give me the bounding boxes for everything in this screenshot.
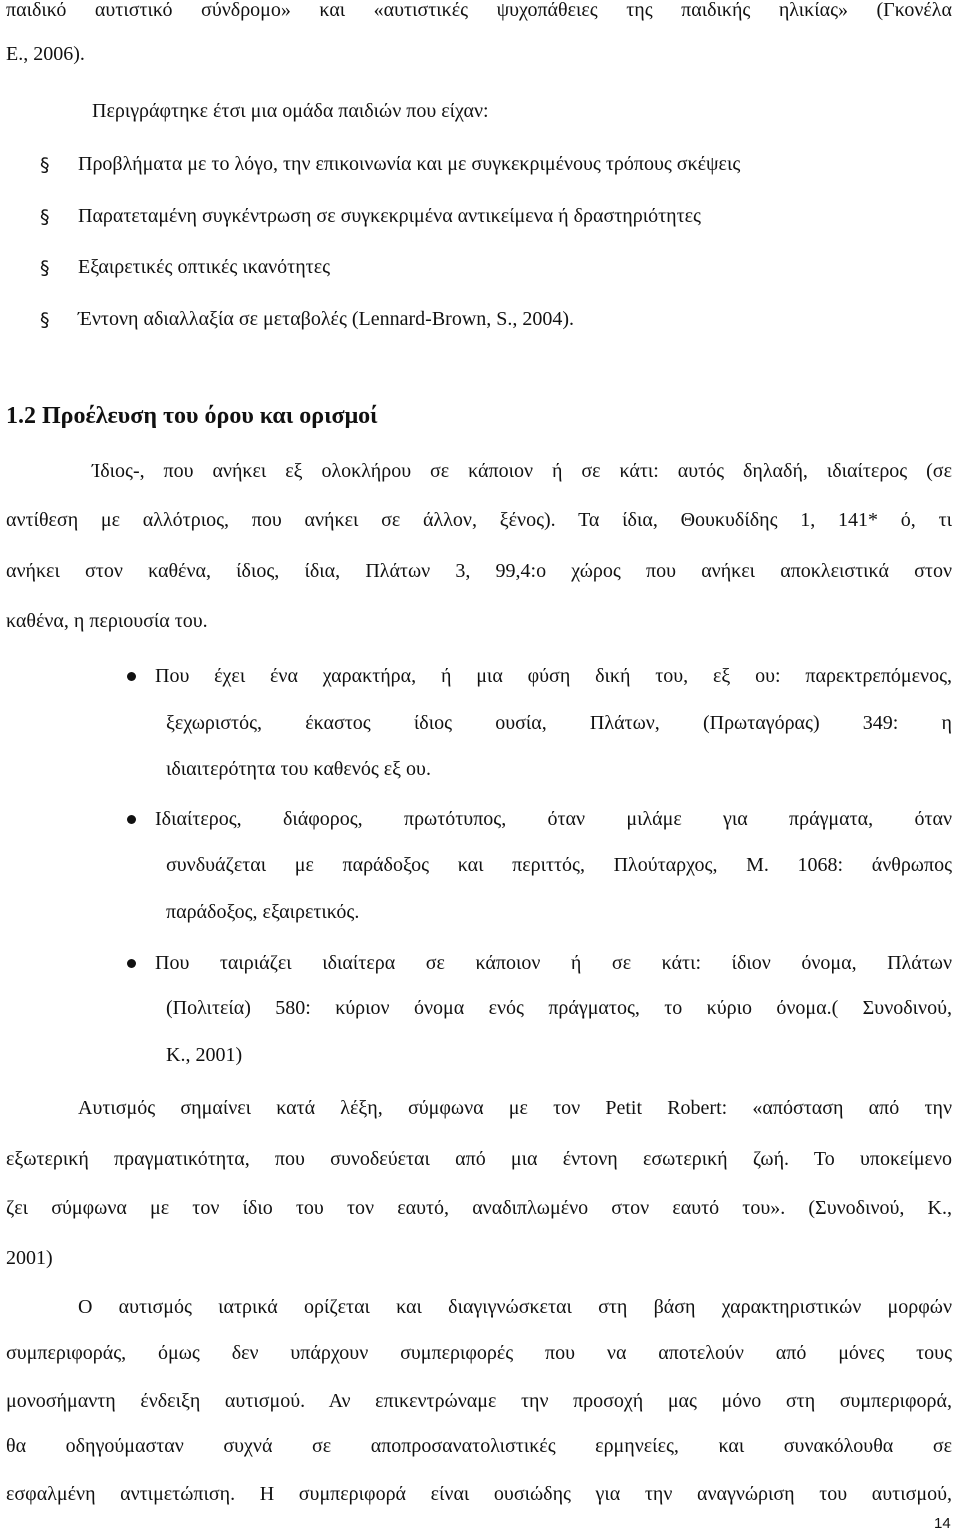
paragraph-line: αντίθεση με αλλότριος, που ανήκει σε άλλον, ξένος). Τα ίδια, Θουκυδίδης 1, 141* ό, τι [6,509,952,531]
meaning-line: (Πολιτεία) 580: κύριον όνομα ενός πράγματος, το κύριο όνομα.( Συνοδινού, [166,997,952,1019]
paragraph-line: Ο αυτισμός ιατρικά ορίζεται και διαγιγνώσκεται στη βάση χαρακτηριστικών μορφών [78,1296,952,1318]
meaning-line: ξεχωριστός, έκαστος ίδιος ουσία, Πλάτων, (Πρωταγόρας) 349: η [166,712,952,734]
paragraph-line: καθένα, η περιουσία του. [6,610,208,632]
paragraph-line: μονοσήμαντη ένδειξη αυτισμού. Αν επικεντρώναμε την προσοχή μας μόνο στη συμπεριφορά, [6,1390,952,1412]
paragraph-line: 2001) [6,1247,53,1269]
meaning-line: Που έχει ένα χαρακτήρα, ή μια φύση δική του, εξ ου: παρεκτρεπόμενος, [155,665,952,687]
symptom-item: Έντονη αδιαλλαξία σε μεταβολές (Lennard-Brown, S., 2004). [78,308,575,330]
intro-line-1: παιδικό αυτιστικό σύνδρομο» και «αυτιστικές ψυχοπάθειες της παιδικής ηλικίας» (Γκονέλα [6,0,952,21]
meaning-line: Ιδιαίτερος, διάφορος, πρωτότυπος, όταν μιλάμε για πράγματα, όταν [155,808,952,830]
meaning-line: Που ταιριάζει ιδιαίτερα σε κάποιον ή σε κάτι: ίδιον όνομα, Πλάτων [155,952,952,974]
paragraph-line: Ίδιος-, που ανήκει εξ ολοκλήρου σε κάποιον ή σε κάτι: αυτός δηλαδή, ιδιαίτερος (σε [92,460,952,482]
page-number: 14 [934,1515,951,1532]
symptom-item: Εξαιρετικές οπτικές ικανότητες [78,256,331,278]
meaning-line: παράδοξος, εξαιρετικός. [166,901,360,923]
section-marker-icon: § [40,154,50,176]
bullet-icon [127,672,136,681]
symptom-item: Προβλήματα με το λόγο, την επικοινωνία και με συγκεκριμένους τρόπους σκέψεις [78,153,741,175]
paragraph-line: θα οδηγούμασταν συχνά σε αποπροσανατολιστικές ερμηνείες, και συνακόλουθα σε [6,1435,952,1457]
meaning-line: συνδυάζεται με παράδοξος και περιττός, Πλούταρχος, Μ. 1068: άνθρωπος [166,854,952,876]
intro-line-2: Ε., 2006). [6,43,85,65]
meaning-line: Κ., 2001) [166,1044,243,1066]
section-marker-icon: § [40,257,50,279]
symptom-item: Παρατεταμένη συγκέντρωση σε συγκεκριμένα αντικείμενα ή δραστηριότητες [78,205,701,227]
paragraph-line: εσφαλμένη αντιμετώπιση. Η συμπεριφορά είναι ουσιώδης για την αναγνώριση του αυτισμού, [6,1483,952,1505]
section-marker-icon: § [40,206,50,228]
paragraph-line: συμπεριφοράς, όμως δεν υπάρχουν συμπεριφορές που να αποτελούν από μόνες τους [6,1342,952,1364]
paragraph-line: εξωτερική πραγματικότητα, που συνοδεύεται από μια έντονη εσωτερική ζωή. Το υποκείμενο [6,1148,952,1170]
section-marker-icon: § [40,309,50,331]
meaning-line: ιδιαιτερότητα του καθενός εξ ου. [166,758,431,780]
section-heading: 1.2 Προέλευση του όρου και ορισμοί [6,403,378,429]
bullet-icon [127,959,136,968]
description-intro: Περιγράφτηκε έτσι μια ομάδα παιδιών που είχαν: [92,100,489,122]
paragraph-line: ανήκει στον καθένα, ίδιος, ίδια, Πλάτων 3, 99,4:ο χώρος που ανήκει αποκλειστικά στον [6,560,952,582]
paragraph-line: ζει σύμφωνα με τον ίδιο του τον εαυτό, αναδιπλωμένο στον εαυτό του». (Συνοδινού, Κ., [6,1197,952,1219]
bullet-icon [127,815,136,824]
paragraph-line: Αυτισμός σημαίνει κατά λέξη, σύμφωνα με τον Petit Robert: «απόσταση από την [78,1097,952,1119]
